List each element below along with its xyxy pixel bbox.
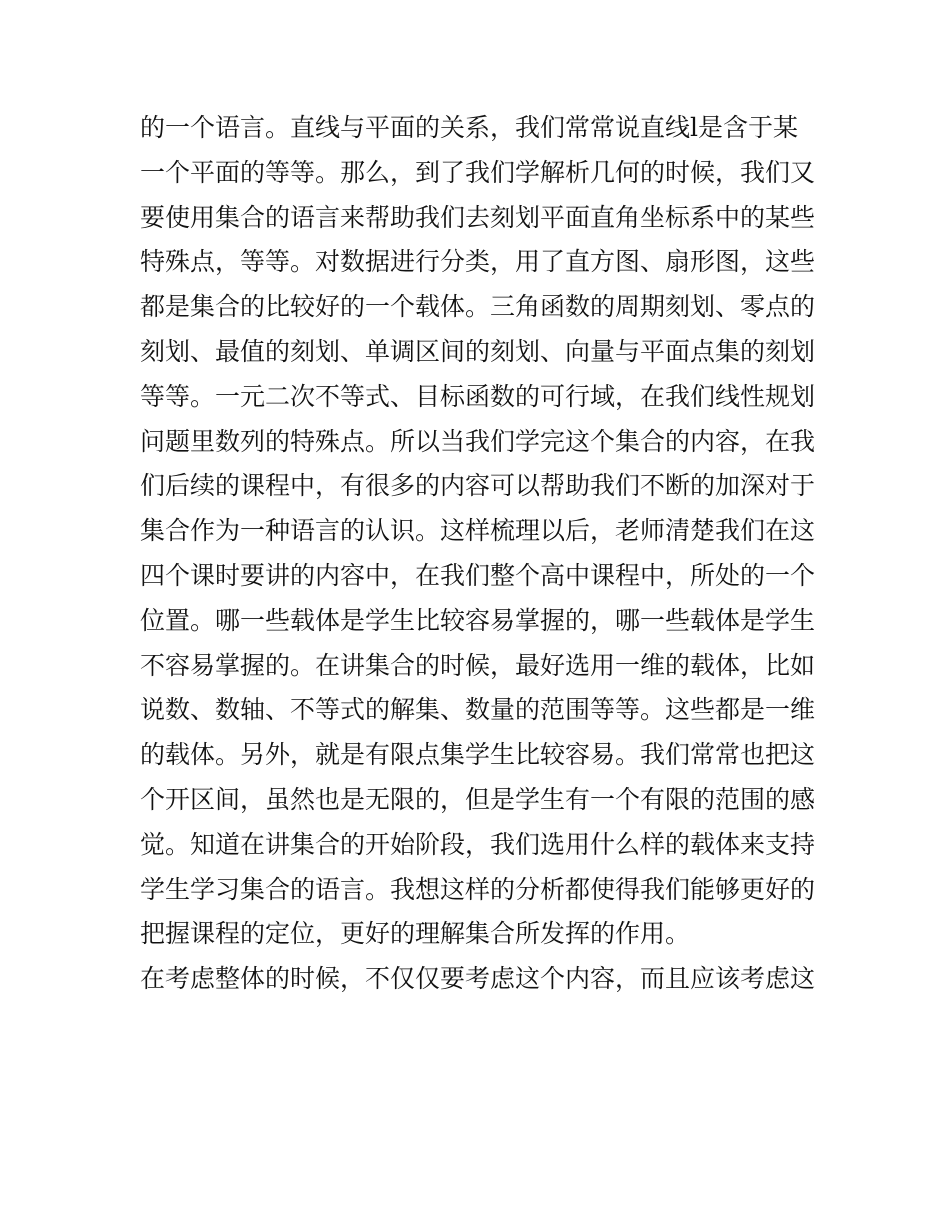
text-line: 说数、数轴、不等式的解集、数量的范围等等。这些都是一维 — [140, 695, 816, 725]
text-line: 要使用集合的语言来帮助我们去刻划平面直角坐标系中的某些 — [140, 202, 816, 232]
text-line: 等等。一元二次不等式、目标函数的可行域，在我们线性规划 — [140, 381, 816, 411]
text-line: 在考虑整体的时候，不仅仅要考虑这个内容，而且应该考虑这 — [140, 964, 816, 994]
text-line: 问题里数列的特殊点。所以当我们学完这个集合的内容，在我 — [140, 426, 816, 456]
text-line: 位置。哪一些载体是学生比较容易掌握的，哪一些载体是学生 — [140, 605, 816, 635]
text-line: 把握课程的定位，更好的理解集合所发挥的作用。 — [140, 919, 691, 949]
text-line: 都是集合的比较好的一个载体。三角函数的周期刻划、零点的 — [140, 292, 816, 322]
text-line: 个开区间，虽然也是无限的，但是学生有一个有限的范围的感 — [140, 784, 816, 814]
text-line: 特殊点，等等。对数据进行分类，用了直方图、扇形图，这些 — [140, 247, 816, 277]
text-line: 一个平面的等等。那么，到了我们学解析几何的时候，我们又 — [140, 157, 816, 187]
text-line: 的载体。另外，就是有限点集学生比较容易。我们常常也把这 — [140, 740, 816, 770]
text-line: 学生学习集合的语言。我想这样的分析都使得我们能够更好的 — [140, 874, 816, 904]
text-line: 不容易掌握的。在讲集合的时候，最好选用一维的载体，比如 — [140, 650, 816, 680]
text-line: 集合作为一种语言的认识。这样梳理以后，老师清楚我们在这 — [140, 516, 816, 546]
text-line: 四个课时要讲的内容中，在我们整个高中课程中，所处的一个 — [140, 560, 816, 590]
text-line: 觉。知道在讲集合的开始阶段，我们选用什么样的载体来支持 — [140, 829, 816, 859]
text-line: 刻划、最值的刻划、单调区间的刻划、向量与平面点集的刻划 — [140, 336, 816, 366]
body-text — [140, 106, 816, 1002]
text-line: 的一个语言。直线与平面的关系，我们常常说直线l是含于某 — [140, 113, 798, 142]
text-line: 们后续的课程中，有很多的内容可以帮助我们不断的加深对于 — [140, 471, 816, 501]
